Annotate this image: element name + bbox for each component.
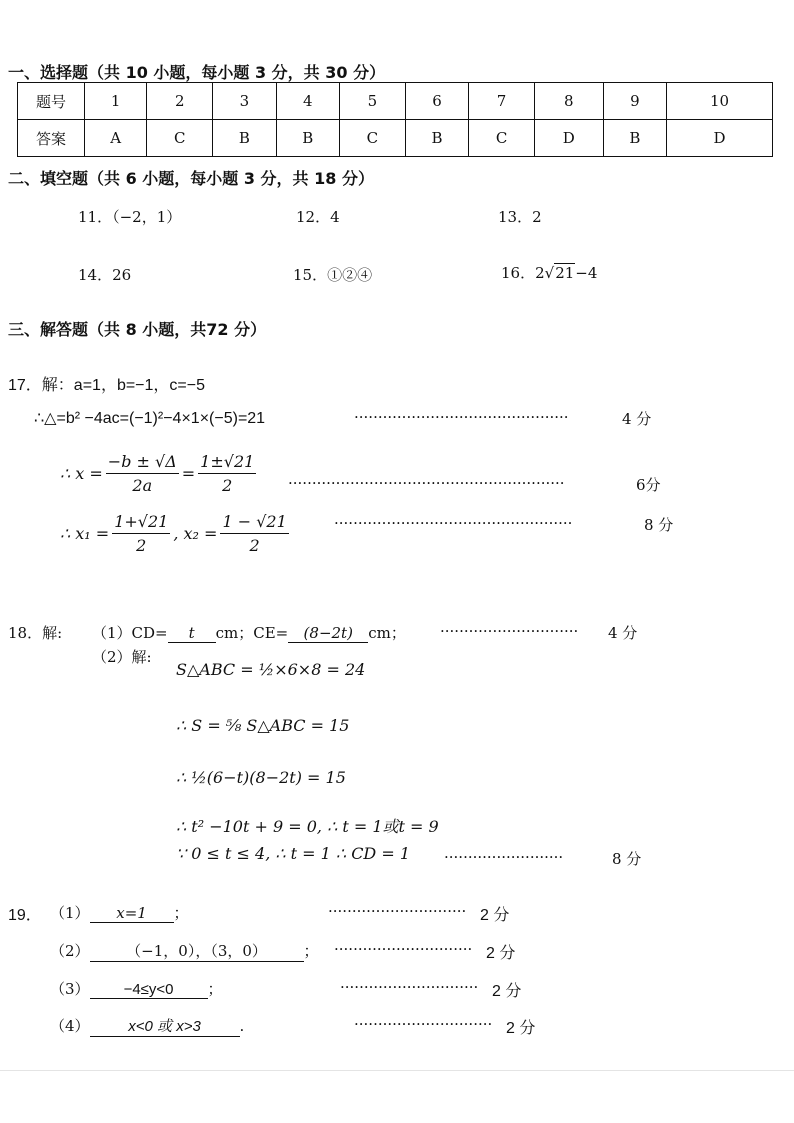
table-cell: 3: [213, 83, 276, 120]
q18-part1-mid: cm；CE=: [215, 624, 289, 642]
q18-ce-blank: (8−2t): [288, 624, 368, 643]
q18-part2-label: （2）解:: [92, 648, 152, 666]
q19-p3-end: ；: [207, 980, 223, 998]
answer-16-radicand: 21: [555, 264, 575, 282]
q17-dots3: ··················································: [334, 514, 573, 532]
table-cell: 9: [603, 83, 666, 120]
answer-11: 11．（−2，1）: [78, 208, 182, 226]
table-row-answers: [18, 120, 773, 157]
denominator: 2: [136, 536, 147, 555]
fraction: [112, 512, 170, 555]
answer-16-label: 16．: [501, 264, 536, 282]
q19-part4: [50, 1015, 244, 1037]
section3-title: 三、解答题（共 8 小题，共72 分）: [8, 320, 267, 339]
q18-eq4: ∴ t² −10t + 9 = 0, ∴ t = 1或t = 9: [176, 817, 439, 836]
answer-16: [501, 262, 597, 283]
q19-p3-label: （3）: [50, 980, 90, 998]
q17-line4: [60, 512, 292, 555]
q17-line1: 17．解：a=1，b=−1，c=−5: [8, 377, 206, 394]
q19-part3: [50, 978, 223, 999]
section2-title: 二、填空题（共 6 小题，每小题 3 分，共 18 分）: [8, 169, 374, 188]
numerator: 1 − √21: [220, 512, 288, 534]
q19-p2-label: （2）: [50, 942, 90, 960]
table-cell: D: [667, 120, 773, 157]
numerator: 1+√21: [112, 512, 170, 534]
table-cell: C: [469, 120, 535, 157]
q19-p3-answer: −4≤y<0: [90, 981, 208, 999]
q18-eq3: ∴ ½(6−t)(8−2t) = 15: [176, 768, 346, 787]
q19-p2-answer: （−1，0），（3，0）: [90, 940, 304, 962]
q18-eq5: ∵ 0 ≤ t ≤ 4, ∴ t = 1 ∴ CD = 1: [176, 844, 411, 863]
q19-p1-answer: x=1: [90, 904, 174, 923]
table-cell: C: [340, 120, 406, 157]
table-cell: A: [85, 120, 147, 157]
fraction: [220, 512, 288, 555]
q18-dots1: ·····························: [440, 622, 579, 640]
q18-part1: [92, 622, 406, 643]
q19-p1-dots: ·····························: [328, 902, 467, 920]
table-cell: 4: [276, 83, 339, 120]
page-divider: [0, 1070, 794, 1071]
fraction: [106, 452, 179, 495]
equals: =: [181, 464, 196, 483]
numerator: −b ± √Δ: [106, 452, 179, 474]
answer-16-rest: −4: [575, 264, 598, 282]
denominator: 2a: [132, 476, 153, 495]
q19-p1-end: ；: [173, 904, 189, 922]
q17-line4-lhs: ∴ x₁ =: [60, 524, 110, 543]
q17-line4-mid: , x₂ =: [173, 524, 218, 543]
q19-p2-end: ；: [303, 942, 319, 960]
q17-line3-lhs: ∴ x =: [60, 464, 103, 483]
answer-table: [17, 82, 773, 157]
q18-dots2: ·························: [444, 848, 564, 866]
q17-score2: 6分: [636, 476, 661, 494]
q19-p4-answer: x<0 或 x>3: [90, 1015, 240, 1037]
table-row-questions: [18, 83, 773, 120]
table-cell: 8: [534, 83, 603, 120]
q18-eq1: S△ABC = ½×6×8 = 24: [176, 660, 366, 679]
q19-p2-dots: ·····························: [334, 940, 473, 958]
answer-14: 14．26: [78, 266, 132, 284]
q19-p3-dots: ·····························: [340, 978, 479, 996]
q19-p4-score: 2 分: [506, 1020, 536, 1037]
q19-p4-dots: ·····························: [354, 1015, 493, 1033]
q18-part1-prefix: （1）CD=: [92, 624, 168, 642]
table-cell: B: [213, 120, 276, 157]
q18-part1-suffix: cm；: [368, 624, 406, 642]
q19-p3-score: 2 分: [492, 983, 522, 1000]
answer-16-coef: 2: [535, 264, 545, 282]
section1-title: 一、选择题（共 10 小题，每小题 3 分，共 30 分）: [8, 63, 386, 82]
q18-cd-blank: t: [168, 624, 216, 643]
table-cell: D: [534, 120, 603, 157]
q17-dots1: ·············································: [354, 408, 569, 426]
table-cell: C: [147, 120, 213, 157]
row-label-answer: 答案: [18, 120, 85, 157]
q18-score2: 8 分: [612, 850, 642, 868]
q19-p1-label: （1）: [50, 904, 90, 922]
q17-dots2: ··························································: [288, 474, 565, 492]
q19-p4-label: （4）: [50, 1017, 90, 1035]
q19-p4-end: .: [239, 1017, 245, 1035]
table-cell: B: [276, 120, 339, 157]
q19-part1: [50, 902, 189, 923]
table-cell: 10: [667, 83, 773, 120]
table-cell: B: [603, 120, 666, 157]
q19-part2: [50, 940, 319, 962]
table-cell: 2: [147, 83, 213, 120]
q19-p1-score: 2 分: [480, 907, 510, 924]
answer-15: 15．①②④: [293, 266, 373, 284]
answer-13: 13．2: [498, 208, 542, 226]
table-cell: 5: [340, 83, 406, 120]
denominator: 2: [222, 476, 233, 495]
sqrt-symbol: √21: [544, 264, 575, 282]
table-cell: 7: [469, 83, 535, 120]
q18-label: 18．解:: [8, 624, 63, 642]
numerator: 1±√21: [198, 452, 256, 474]
denominator: 2: [249, 536, 260, 555]
fraction: [198, 452, 256, 495]
q17-score1: 4 分: [622, 410, 652, 428]
q19-p2-score: 2 分: [486, 945, 516, 962]
row-label-question: 题号: [18, 83, 85, 120]
q17-line2: ∴△=b² −4ac=(−1)²−4×1×(−5)=21: [34, 410, 266, 427]
answer-12: 12．4: [296, 208, 340, 226]
q17-line3: [60, 452, 259, 495]
q17-score3: 8 分: [644, 516, 674, 534]
table-cell: 1: [85, 83, 147, 120]
q18-eq2: ∴ S = ⅝ S△ABC = 15: [176, 716, 350, 735]
q18-score1: 4 分: [608, 624, 638, 642]
table-cell: 6: [405, 83, 468, 120]
table-cell: B: [405, 120, 468, 157]
q19-label: 19．: [8, 907, 42, 924]
